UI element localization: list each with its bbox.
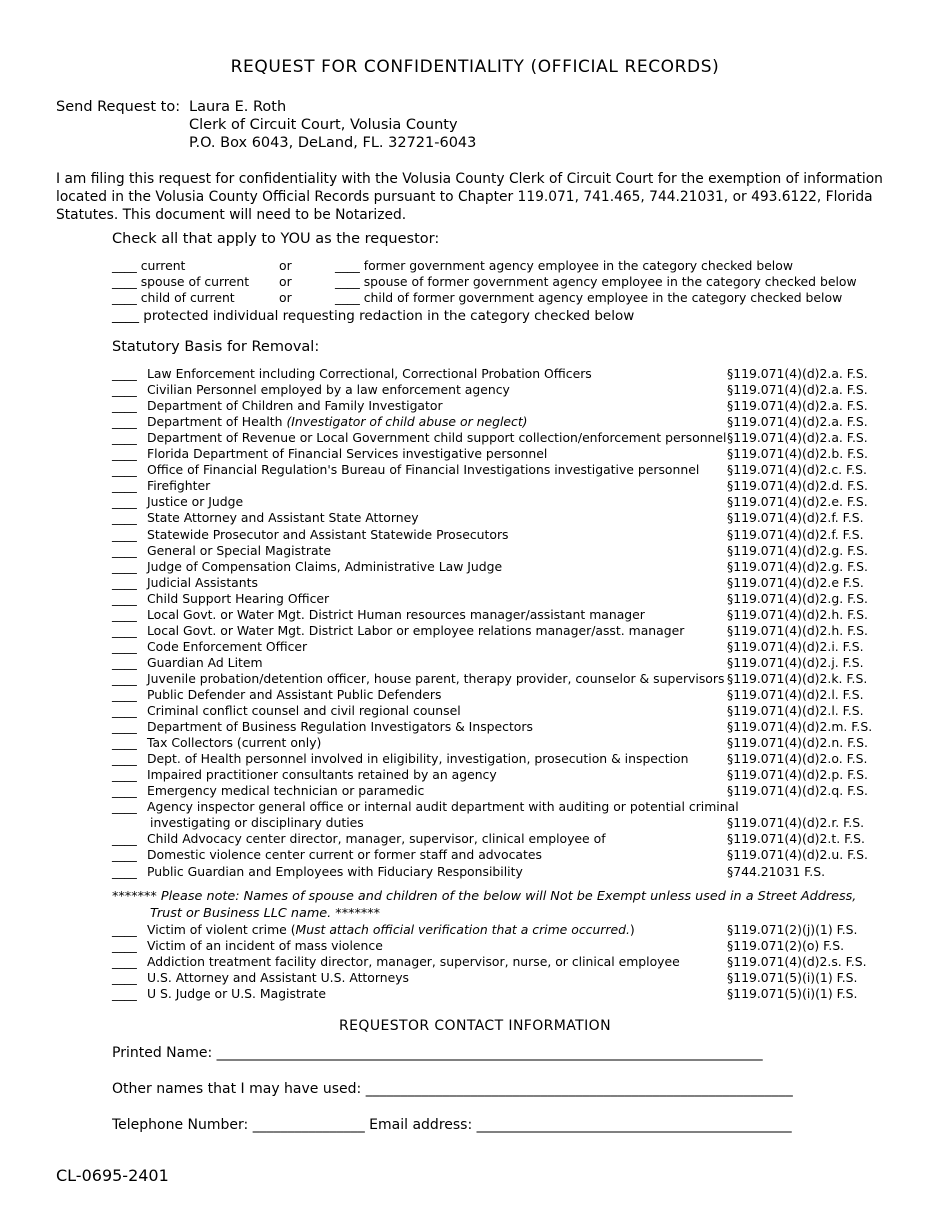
category-label <box>147 783 424 798</box>
statute-reference: §119.071(4)(d)2.t. F.S. <box>727 831 865 847</box>
checkbox-blank[interactable]: ____ <box>112 751 137 767</box>
checkbox-blank[interactable]: ____ <box>112 590 137 606</box>
checkbox-blank[interactable]: ____ <box>112 494 137 510</box>
category-text: Law Enforcement including Correctional, Correctional Probation Officers <box>147 366 592 381</box>
statutory-row <box>112 398 892 414</box>
category-label <box>147 847 542 862</box>
checkbox-blank[interactable]: ____ <box>112 922 137 937</box>
category-text: Judicial Assistants <box>147 574 258 590</box>
statute-reference: §119.071(5)(i)(1) F.S. <box>727 970 858 986</box>
category-text: Statewide Prosecutor and Assistant Statewide Prosecutors <box>147 526 509 542</box>
child-former-option[interactable]: ____ child of former government agency employee in the category checked below <box>335 290 843 305</box>
requestor-heading: Check all that apply to YOU as the requestor: <box>112 231 440 247</box>
checkbox-blank[interactable]: ____ <box>112 382 137 398</box>
email-input[interactable]: _____________________________________________ <box>476 1117 792 1133</box>
category-text: General or Special Magistrate <box>147 542 332 558</box>
statutory-row <box>112 970 892 986</box>
statutory-row <box>112 719 892 735</box>
statutory-row <box>112 623 892 639</box>
statutory-row <box>112 783 892 799</box>
category-text: Criminal conflict counsel and civil regional counsel <box>147 703 461 719</box>
category-label <box>147 591 329 606</box>
checkbox-blank[interactable]: ____ <box>112 366 137 381</box>
checkbox-blank[interactable]: ____ <box>112 767 137 783</box>
category-label <box>147 751 688 766</box>
statutory-row <box>112 671 892 687</box>
statutory-row <box>112 831 892 847</box>
category-label <box>147 655 263 670</box>
category-label <box>147 575 258 590</box>
telephone-input[interactable]: ________________ <box>252 1117 365 1133</box>
category-label <box>147 478 210 493</box>
statute-reference: §119.071(4)(d)2.p. F.S. <box>727 767 868 783</box>
category-text: Victim of an incident of mass violence <box>147 938 383 954</box>
current-option[interactable]: ____ current <box>112 258 186 273</box>
statute-reference: §119.071(4)(d)2.i. F.S. <box>727 638 864 654</box>
category-label <box>147 970 409 985</box>
category-text: Department of Revenue or Local Government child support collection/enforcement personnel <box>147 430 727 446</box>
statutory-row <box>112 938 892 954</box>
category-label <box>147 719 533 734</box>
child-current-option[interactable]: ____ child of current <box>112 290 235 305</box>
statutory-row <box>112 510 892 526</box>
statutory-row <box>112 735 892 751</box>
statute-reference: §119.071(2)(o) F.S. <box>727 938 845 954</box>
statute-reference: §119.071(4)(d)2.k. F.S. <box>727 670 868 686</box>
category-label <box>147 799 739 814</box>
or-text: or <box>279 290 292 305</box>
checkbox-blank[interactable]: ____ <box>112 558 137 574</box>
statutory-heading: Statutory Basis for Removal: <box>112 339 320 355</box>
category-text: Juvenile probation/detention officer, house parent, therapy provider, counselor & supervisors <box>147 670 725 686</box>
statute-reference: §119.071(4)(d)2.a. F.S. <box>727 414 868 430</box>
category-text: Department of Children and Family Investigator <box>147 398 443 414</box>
category-text: Local Govt. or Water Mgt. District Labor or employee relations manager/asst. manager <box>147 622 685 638</box>
category-text: Civilian Personnel employed by a law enforcement agency <box>147 382 510 398</box>
category-text: Child Support Hearing Officer <box>147 590 330 606</box>
category-text: Public Defender and Assistant Public Defenders <box>147 687 442 702</box>
statutory-row <box>112 607 892 623</box>
category-text: Florida Department of Financial Services investigative personnel <box>147 446 548 462</box>
category-text: State Attorney and Assistant State Attorney <box>147 510 419 526</box>
checkbox-blank[interactable]: ____ <box>112 638 137 654</box>
checkbox-blank[interactable]: ____ <box>112 478 137 494</box>
checkbox-blank[interactable]: ____ <box>112 398 137 414</box>
category-text: Impaired practitioner consultants retained by an agency <box>147 767 497 783</box>
category-label <box>147 831 606 846</box>
or-text: or <box>279 274 292 289</box>
statutory-row <box>112 543 892 559</box>
category-text: Justice or Judge <box>147 494 244 510</box>
statute-reference: §119.071(4)(d)2.o. F.S. <box>727 751 868 767</box>
statutory-row <box>112 527 892 543</box>
statute-reference: §119.071(4)(d)2.g. F.S. <box>727 590 868 606</box>
statutory-row <box>112 494 892 510</box>
category-text: Office of Financial Regulation's Bureau of Financial Investigations investigative personnel <box>147 462 700 478</box>
checkbox-blank[interactable]: ____ <box>112 462 137 478</box>
intro-paragraph: I am filing this request for confidentiality with the Volusia County Clerk of Circuit Court for the exemption of information located in the Volusia County Official Records pursuant to Chapter 119.071, 741.465, 744.21031, or 493.6122, Florida Statutes. This document will need to be Notarized. <box>56 171 883 223</box>
statutory-row <box>112 751 892 767</box>
statutory-row <box>112 430 892 446</box>
category-label <box>147 382 510 397</box>
page-title: REQUEST FOR CONFIDENTIALITY (OFFICIAL RECORDS) <box>230 57 720 77</box>
send-to-address: P.O. Box 6043, DeLand, FL. 32721-6043 <box>189 135 477 151</box>
statute-reference: §119.071(4)(d)2.l. F.S. <box>727 687 864 702</box>
category-text: Domestic violence center current or former staff and advocates <box>147 847 542 863</box>
statutory-row <box>112 655 892 671</box>
former-option[interactable]: ____ former government agency employee in the category checked below <box>335 258 793 273</box>
statute-reference: §119.071(4)(d)2.c. F.S. <box>727 462 867 478</box>
statute-reference: §119.071(4)(d)2.a. F.S. <box>727 366 868 381</box>
statute-reference: §119.071(4)(d)2.u. F.S. <box>727 847 868 863</box>
category-label <box>147 446 547 461</box>
statutory-row <box>112 591 892 607</box>
statute-reference: §119.071(4)(d)2.a. F.S. <box>727 398 868 414</box>
category-text: Code Enforcement Officer <box>147 638 308 654</box>
category-label <box>147 938 383 953</box>
statute-reference: §119.071(4)(d)2.b. F.S. <box>727 446 868 462</box>
checkbox-blank[interactable]: ____ <box>112 510 137 526</box>
category-text: Judge of Compensation Claims, Administrative Law Judge <box>147 558 503 574</box>
statute-reference: §119.071(4)(d)2.a. F.S. <box>727 430 868 446</box>
checkbox-blank[interactable]: ____ <box>112 831 137 847</box>
note-line-1: ******* Please note: Names of spouse and children of the below will Not be Exempt unless used in a Street Address, <box>112 889 857 904</box>
other-names-label: Other names that I may have used: <box>112 1081 362 1097</box>
category-label <box>147 414 528 429</box>
category-italic-text: Must attach official verification that a crime occurred. <box>295 922 630 937</box>
statutory-row <box>112 799 892 815</box>
checkbox-blank[interactable]: ____ <box>112 863 137 879</box>
statute-reference: §119.071(5)(i)(1) F.S. <box>727 986 858 1002</box>
statutory-row <box>112 462 892 478</box>
category-label <box>147 986 326 1001</box>
category-text: Victim of violent crime ( <box>147 922 296 937</box>
statutory-row <box>112 639 892 655</box>
checkbox-blank[interactable]: ____ <box>112 719 137 735</box>
checkbox-blank[interactable]: ____ <box>112 735 137 751</box>
category-text: Dept. of Health personnel involved in eligibility, investigation, prosecution & inspection <box>147 751 689 767</box>
category-label <box>147 494 243 509</box>
statutory-row <box>112 847 892 863</box>
statute-reference: §119.071(4)(d)2.q. F.S. <box>727 783 868 799</box>
printed-name-field <box>112 1045 763 1061</box>
category-label <box>147 366 592 381</box>
checkbox-blank[interactable]: ____ <box>112 446 137 462</box>
telephone-email-field <box>112 1117 792 1133</box>
send-to-name: Laura E. Roth <box>189 99 287 115</box>
spouse-former-option[interactable]: ____ spouse of former government agency employee in the category checked below <box>335 274 857 289</box>
category-label-continued: investigating or disciplinary duties <box>150 815 364 831</box>
checkbox-blank[interactable]: ____ <box>112 526 137 542</box>
category-label <box>147 639 307 654</box>
statutory-row <box>112 414 892 430</box>
category-label <box>147 687 441 702</box>
statute-reference: §119.071(4)(d)2.r. F.S. <box>727 815 865 831</box>
statutory-row-continued <box>112 815 892 831</box>
category-text: Department of Health <box>147 414 287 430</box>
category-text: Agency inspector general office or internal audit department with auditing or potential criminal <box>147 799 739 815</box>
statute-reference: §119.071(4)(d)2.d. F.S. <box>727 478 868 494</box>
spouse-current-option[interactable]: ____ spouse of current <box>112 274 250 289</box>
statute-reference: §119.071(4)(d)2.e. F.S. <box>727 494 868 510</box>
send-to-office: Clerk of Circuit Court, Volusia County <box>189 117 458 133</box>
statutory-row <box>112 767 892 783</box>
category-label <box>147 954 680 969</box>
statute-reference: §119.071(4)(d)2.n. F.S. <box>727 735 868 751</box>
statutory-row <box>112 986 892 1002</box>
category-label <box>147 703 461 718</box>
statutory-row <box>112 687 892 703</box>
category-label <box>147 527 509 542</box>
printed-name-label: Printed Name: <box>112 1045 213 1061</box>
or-text: or <box>279 258 292 273</box>
checkbox-blank[interactable]: ____ <box>112 542 137 558</box>
category-italic-text: (Investigator of child abuse or neglect) <box>286 414 528 430</box>
checkbox-blank[interactable]: ____ <box>112 703 137 719</box>
checkbox-blank[interactable]: ____ <box>112 654 137 670</box>
statute-reference: §119.071(4)(d)2.l. F.S. <box>727 703 864 719</box>
statute-reference: §119.071(4)(d)2.h. F.S. <box>727 622 868 638</box>
statutory-row <box>112 382 892 398</box>
category-text: U S. Judge or U.S. Magistrate <box>147 986 326 1002</box>
category-label <box>147 543 331 558</box>
category-label <box>147 462 699 477</box>
category-label <box>147 864 523 879</box>
statute-reference: §119.071(4)(d)2.g. F.S. <box>727 558 868 574</box>
statutory-row <box>112 575 892 591</box>
form-number: CL-0695-2401 <box>56 1166 169 1185</box>
category-text: Tax Collectors (current only) <box>147 735 322 751</box>
note-line-2: Trust or Business LLC name. ******* <box>150 906 381 921</box>
category-label <box>147 398 443 413</box>
email-label: Email address: <box>369 1117 473 1133</box>
category-text: Child Advocacy center director, manager, supervisor, clinical employee of <box>147 831 606 847</box>
other-names-field <box>112 1081 793 1097</box>
statute-reference: §119.071(4)(d)2.s. F.S. <box>727 954 867 970</box>
checkbox-blank[interactable]: ____ <box>112 430 137 446</box>
category-text: Emergency medical technician or paramedic <box>147 783 425 799</box>
category-text: Guardian Ad Litem <box>147 654 263 670</box>
statute-reference: §119.071(4)(d)2.f. F.S. <box>727 526 864 542</box>
checkbox-blank[interactable]: ____ <box>112 799 137 815</box>
category-label <box>147 671 724 686</box>
category-text-after: ) <box>629 922 635 937</box>
category-text: Firefighter <box>147 478 211 494</box>
statutory-row <box>112 478 892 494</box>
category-label <box>147 559 502 574</box>
checkbox-blank[interactable]: ____ <box>112 938 137 954</box>
category-label <box>147 922 635 937</box>
protected-individual-option[interactable]: ____ protected individual requesting redaction in the category checked below <box>112 308 635 324</box>
checkbox-blank[interactable]: ____ <box>112 606 137 622</box>
checkbox-blank[interactable]: ____ <box>112 783 137 799</box>
category-text: Local Govt. or Water Mgt. District Human resources manager/assistant manager <box>147 606 645 622</box>
send-request-label: Send Request to: <box>56 99 181 115</box>
checkbox-blank[interactable]: ____ <box>112 574 137 590</box>
statutory-row <box>112 864 892 880</box>
category-text: Department of Business Regulation Investigators & Inspectors <box>147 719 533 735</box>
checkbox-blank[interactable]: ____ <box>112 986 137 1002</box>
statute-reference: §119.071(4)(d)2.m. F.S. <box>727 719 873 735</box>
category-text: U.S. Attorney and Assistant U.S. Attorneys <box>147 970 410 986</box>
statute-reference: §119.071(4)(d)2.j. F.S. <box>727 654 864 670</box>
statute-reference: §119.071(4)(d)2.g. F.S. <box>727 542 868 558</box>
category-label <box>147 430 726 445</box>
statutory-row <box>112 446 892 462</box>
checkbox-blank[interactable]: ____ <box>112 622 137 638</box>
statute-reference: §119.071(4)(d)2.a. F.S. <box>727 382 868 398</box>
statute-reference: §119.071(4)(d)2.f. F.S. <box>727 510 864 526</box>
checkbox-blank[interactable]: ____ <box>112 954 137 970</box>
statutory-row <box>112 922 892 938</box>
statute-reference: §119.071(2)(j)(1) F.S. <box>727 922 858 937</box>
category-label <box>147 623 684 638</box>
category-label <box>147 607 645 622</box>
statutory-row <box>112 703 892 719</box>
other-names-input[interactable]: _____________________________________________________________ <box>365 1081 793 1097</box>
category-label <box>147 735 321 750</box>
category-label <box>147 510 419 525</box>
telephone-label: Telephone Number: <box>112 1117 249 1133</box>
checkbox-blank[interactable]: ____ <box>112 687 137 702</box>
category-text: Addiction treatment facility director, manager, supervisor, nurse, or clinical employee <box>147 954 680 970</box>
printed-name-input[interactable]: ______________________________________________________________________________ <box>216 1045 763 1061</box>
category-text: Public Guardian and Employees with Fiduciary Responsibility <box>147 863 523 879</box>
statutory-row <box>112 954 892 970</box>
statute-reference: §119.071(4)(d)2.h. F.S. <box>727 606 868 622</box>
checkbox-blank[interactable]: ____ <box>112 970 137 986</box>
statutory-row <box>112 366 892 382</box>
statute-reference: §744.21031 F.S. <box>727 863 826 879</box>
checkbox-blank[interactable]: ____ <box>112 847 137 863</box>
statute-reference: §119.071(4)(d)2.e F.S. <box>727 574 864 590</box>
statutory-row <box>112 559 892 575</box>
category-label <box>147 767 497 782</box>
checkbox-blank[interactable]: ____ <box>112 670 137 686</box>
contact-section-title: REQUESTOR CONTACT INFORMATION <box>339 1018 611 1034</box>
checkbox-blank[interactable]: ____ <box>112 414 137 430</box>
